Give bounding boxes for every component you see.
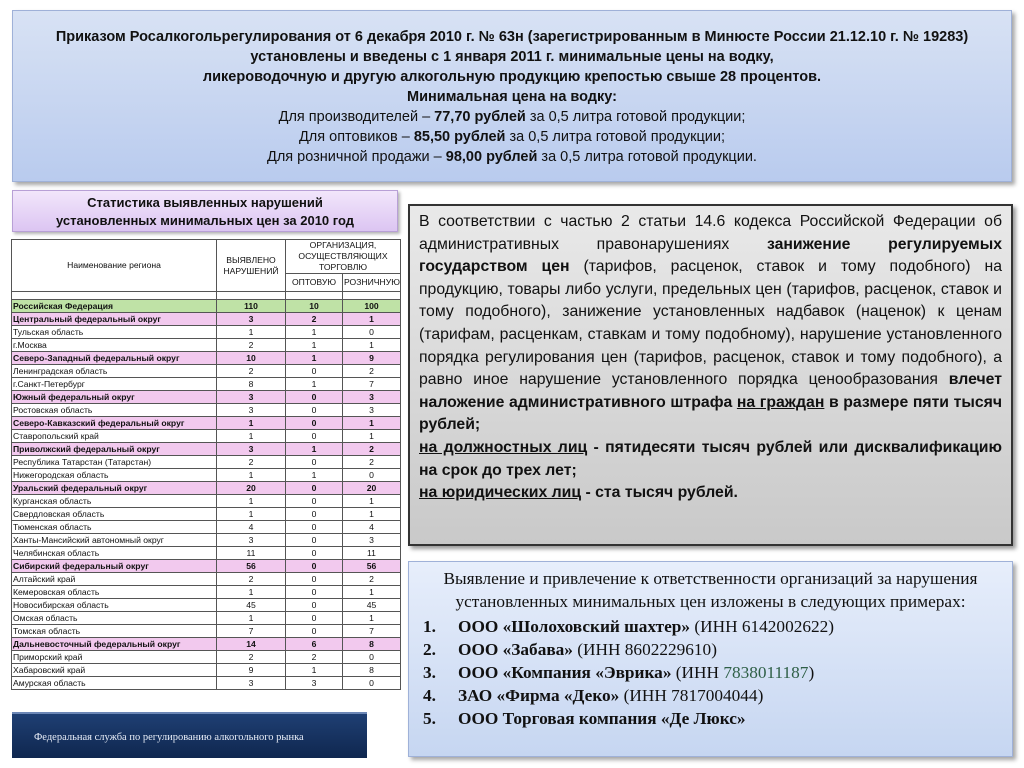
retail-cell: 1 — [343, 339, 401, 352]
table-row — [12, 573, 401, 586]
table-row — [12, 456, 401, 469]
wholesale-cell: 0 — [286, 482, 343, 495]
table-row — [12, 443, 401, 456]
table-row — [12, 339, 401, 352]
wholesale-cell: 0 — [286, 456, 343, 469]
col-header-retail: РОЗНИЧНУЮ — [343, 274, 401, 292]
region-cell: Ставропольский край — [12, 430, 217, 443]
list-item: 5. ООО Торговая компания «Де Люкс» — [423, 709, 746, 728]
col-header-wholesale: ОПТОВУЮ — [286, 274, 343, 292]
table-row — [12, 417, 401, 430]
table-row — [12, 677, 401, 690]
total-cell: 11 — [217, 547, 286, 560]
wholesale-cell: 2 — [286, 313, 343, 326]
region-cell: Тульская область — [12, 326, 217, 339]
col-header-total: ВЫЯВЛЕНО НАРУШЕНИЙ — [217, 240, 286, 292]
retail-cell: 1 — [343, 417, 401, 430]
retail-cell: 45 — [343, 599, 401, 612]
region-cell: Южный федеральный округ — [12, 391, 217, 404]
retail-cell: 1 — [343, 313, 401, 326]
region-cell: Ростовская область — [12, 404, 217, 417]
region-cell: Томская область — [12, 625, 217, 638]
wholesale-cell: 0 — [286, 612, 343, 625]
retail-cell: 2 — [343, 365, 401, 378]
region-cell: Ленинградская область — [12, 365, 217, 378]
total-cell: 2 — [217, 456, 286, 469]
wholesale-cell: 1 — [286, 378, 343, 391]
region-cell: Северо-Западный федеральный округ — [12, 352, 217, 365]
region-cell: Тюменская область — [12, 521, 217, 534]
region-cell: Нижегородская область — [12, 469, 217, 482]
header-line-3: ликероводочную и другую алкогольную продукцию крепостью свыше 28 процентов. — [202, 69, 822, 85]
region-cell: Приволжский федеральный округ — [12, 443, 217, 456]
table-row — [12, 430, 401, 443]
retail-cell: 8 — [343, 664, 401, 677]
examples-box — [408, 561, 1013, 757]
retail-cell: 56 — [343, 560, 401, 573]
wholesale-cell: 0 — [286, 573, 343, 586]
table-row — [12, 482, 401, 495]
region-cell: Алтайский край — [12, 573, 217, 586]
examples-intro: Выявление и привлечение к ответственности организаций за нарушения установленных минимальных цен изложены в следующих примерах: — [443, 569, 978, 611]
total-cell: 1 — [217, 469, 286, 482]
retail-cell: 2 — [343, 456, 401, 469]
header-line-1: Приказом Росалкогольрегулирования от 6 декабря 2010 г. № 63н (зарегистрированным в Минюсте России 21.12.10 г. № 19283) — [55, 29, 969, 45]
retail-cell: 0 — [343, 469, 401, 482]
total-cell: 3 — [217, 534, 286, 547]
region-cell: Омская область — [12, 612, 217, 625]
table-row — [12, 508, 401, 521]
table-row — [12, 638, 401, 651]
table-row — [12, 651, 401, 664]
retail-cell: 11 — [343, 547, 401, 560]
retail-cell: 0 — [343, 677, 401, 690]
retail-cell: 7 — [343, 378, 401, 391]
retail-cell: 1 — [343, 586, 401, 599]
total-cell: 1 — [217, 417, 286, 430]
col-header-region: Наименование региона — [12, 240, 217, 292]
total-cell: 110 — [217, 300, 286, 313]
total-cell: 3 — [217, 391, 286, 404]
wholesale-cell: 0 — [286, 495, 343, 508]
total-cell: 3 — [217, 443, 286, 456]
retail-cell: 3 — [343, 391, 401, 404]
table-row — [12, 300, 401, 313]
region-cell: г.Санкт-Петербург — [12, 378, 217, 391]
table-row — [12, 313, 401, 326]
region-cell: Центральный федеральный округ — [12, 313, 217, 326]
table-row — [12, 404, 401, 417]
total-cell: 4 — [217, 521, 286, 534]
table-row — [12, 378, 401, 391]
wholesale-cell: 1 — [286, 469, 343, 482]
total-cell: 9 — [217, 664, 286, 677]
retail-cell: 2 — [343, 573, 401, 586]
wholesale-cell: 1 — [286, 664, 343, 677]
table-row — [12, 391, 401, 404]
total-cell: 1 — [217, 508, 286, 521]
header-line-4: Минимальная цена на водку: — [407, 89, 617, 105]
price-line-wholesale: Для оптовиков – 85,50 рублей за 0,5 литра готовой продукции; — [298, 129, 726, 145]
list-item: 3. ООО «Компания «Эврика» (ИНН 7838011187) — [423, 663, 815, 682]
region-cell: Республика Татарстан (Татарстан) — [12, 456, 217, 469]
wholesale-cell: 0 — [286, 521, 343, 534]
table-body — [12, 300, 401, 690]
region-cell: г.Москва — [12, 339, 217, 352]
retail-cell: 0 — [343, 651, 401, 664]
retail-cell: 1 — [343, 612, 401, 625]
order-header — [12, 10, 1012, 182]
retail-cell: 20 — [343, 482, 401, 495]
retail-cell: 1 — [343, 495, 401, 508]
total-cell: 2 — [217, 651, 286, 664]
table-row — [12, 326, 401, 339]
wholesale-cell: 0 — [286, 625, 343, 638]
list-item: 1. ООО «Шолоховский шахтер» (ИНН 6142002622) — [423, 617, 835, 636]
retail-cell: 3 — [343, 534, 401, 547]
region-cell: Уральский федеральный округ — [12, 482, 217, 495]
total-cell: 3 — [217, 313, 286, 326]
table-row — [12, 599, 401, 612]
total-cell: 10 — [217, 352, 286, 365]
wholesale-cell: 0 — [286, 404, 343, 417]
wholesale-cell: 0 — [286, 391, 343, 404]
table-row — [12, 534, 401, 547]
wholesale-cell: 0 — [286, 586, 343, 599]
region-cell: Ханты-Мансийский автономный округ — [12, 534, 217, 547]
table-row — [12, 495, 401, 508]
table-row — [12, 586, 401, 599]
wholesale-cell: 10 — [286, 300, 343, 313]
total-cell: 1 — [217, 612, 286, 625]
total-cell: 3 — [217, 404, 286, 417]
retail-cell: 1 — [343, 508, 401, 521]
retail-cell: 8 — [343, 638, 401, 651]
wholesale-cell: 1 — [286, 326, 343, 339]
table-row — [12, 612, 401, 625]
footer-text: Федеральная служба по регулированию алкогольного рынка — [34, 732, 304, 743]
retail-cell: 7 — [343, 625, 401, 638]
violations-table — [11, 239, 400, 690]
list-item: 4. ЗАО «Фирма «Деко» (ИНН 7817004044) — [423, 686, 764, 705]
total-cell: 1 — [217, 326, 286, 339]
table-row — [12, 469, 401, 482]
table-row — [12, 521, 401, 534]
wholesale-cell: 3 — [286, 677, 343, 690]
table-row — [12, 365, 401, 378]
total-cell: 1 — [217, 430, 286, 443]
region-cell: Сибирский федеральный округ — [12, 560, 217, 573]
wholesale-cell: 0 — [286, 560, 343, 573]
total-cell: 3 — [217, 677, 286, 690]
wholesale-cell: 2 — [286, 651, 343, 664]
region-cell: Хабаровский край — [12, 664, 217, 677]
list-item: 2. ООО «Забава» (ИНН 8602229610) — [423, 640, 717, 659]
price-line-producers: Для производителей – 77,70 рублей за 0,5 литра готовой продукции; — [278, 109, 746, 125]
region-cell: Северо-Кавказский федеральный округ — [12, 417, 217, 430]
total-cell: 2 — [217, 339, 286, 352]
wholesale-cell: 0 — [286, 365, 343, 378]
region-cell: Курганская область — [12, 495, 217, 508]
wholesale-cell: 0 — [286, 430, 343, 443]
retail-cell: 4 — [343, 521, 401, 534]
retail-cell: 2 — [343, 443, 401, 456]
wholesale-cell: 0 — [286, 508, 343, 521]
total-cell: 2 — [217, 365, 286, 378]
price-line-retail: Для розничной продажи – 98,00 рублей за 0,5 литра готовой продукции. — [267, 149, 757, 165]
wholesale-cell: 0 — [286, 547, 343, 560]
wholesale-cell: 1 — [286, 352, 343, 365]
table-row — [12, 352, 401, 365]
wholesale-cell: 0 — [286, 599, 343, 612]
region-cell: Новосибирская область — [12, 599, 217, 612]
region-cell: Челябинская область — [12, 547, 217, 560]
retail-cell: 1 — [343, 430, 401, 443]
retail-cell: 3 — [343, 404, 401, 417]
examples-list — [409, 615, 1012, 730]
table-row — [12, 547, 401, 560]
region-cell: Дальневосточный федеральный округ — [12, 638, 217, 651]
wholesale-cell: 1 — [286, 339, 343, 352]
total-cell: 7 — [217, 625, 286, 638]
table-row — [12, 560, 401, 573]
total-cell: 2 — [217, 573, 286, 586]
region-cell: Российская Федерация — [12, 300, 217, 313]
total-cell: 45 — [217, 599, 286, 612]
total-cell: 8 — [217, 378, 286, 391]
retail-cell: 9 — [343, 352, 401, 365]
table-row — [12, 625, 401, 638]
statistics-title: Статистика выявленных нарушений установленных минимальных цен за 2010 год — [12, 190, 398, 232]
total-cell: 14 — [217, 638, 286, 651]
table-row — [12, 664, 401, 677]
wholesale-cell: 1 — [286, 443, 343, 456]
total-cell: 1 — [217, 495, 286, 508]
header-line-2: установлены и введены с 1 января 2011 г. минимальные цены на водку, — [250, 49, 774, 65]
region-cell: Приморский край — [12, 651, 217, 664]
total-cell: 20 — [217, 482, 286, 495]
region-cell: Свердловская область — [12, 508, 217, 521]
retail-cell: 0 — [343, 326, 401, 339]
wholesale-cell: 6 — [286, 638, 343, 651]
total-cell: 1 — [217, 586, 286, 599]
footer-banner — [12, 712, 367, 758]
law-text-box: В соответствии с частью 2 статьи 14.6 кодекса Российской Федерации об административных правонарушениях занижение регулируемых государством цен (тарифов, расценок, ставок и тому подобного) на продукцию, товары либо услуги, предельных цен (тарифов, расценок, ставок и тому подобного), занижение установленных надбавок (наценок) к ценам (тарифам, расценкам, ставкам и тому подобному), нарушение установленного порядка регулирования цен (тарифов, расценок, ставок и тому подобного), а равно иное нарушение установленного порядка ценообразования влечет наложение административного штрафа на граждан в размере пяти тысяч рублей; на должностных лиц - пятидесяти тысяч рублей или дисквалификацию на срок до трех лет; на юридических лиц - ста тысяч рублей. — [408, 204, 1013, 546]
col-header-organizations: ОРГАНИЗАЦИЯ, ОСУЩЕСТВЛЯЮЩИХ ТОРГОВЛЮ — [286, 240, 401, 274]
region-cell: Кемеровская область — [12, 586, 217, 599]
wholesale-cell: 0 — [286, 534, 343, 547]
region-cell: Амурская область — [12, 677, 217, 690]
total-cell: 56 — [217, 560, 286, 573]
wholesale-cell: 0 — [286, 417, 343, 430]
retail-cell: 100 — [343, 300, 401, 313]
